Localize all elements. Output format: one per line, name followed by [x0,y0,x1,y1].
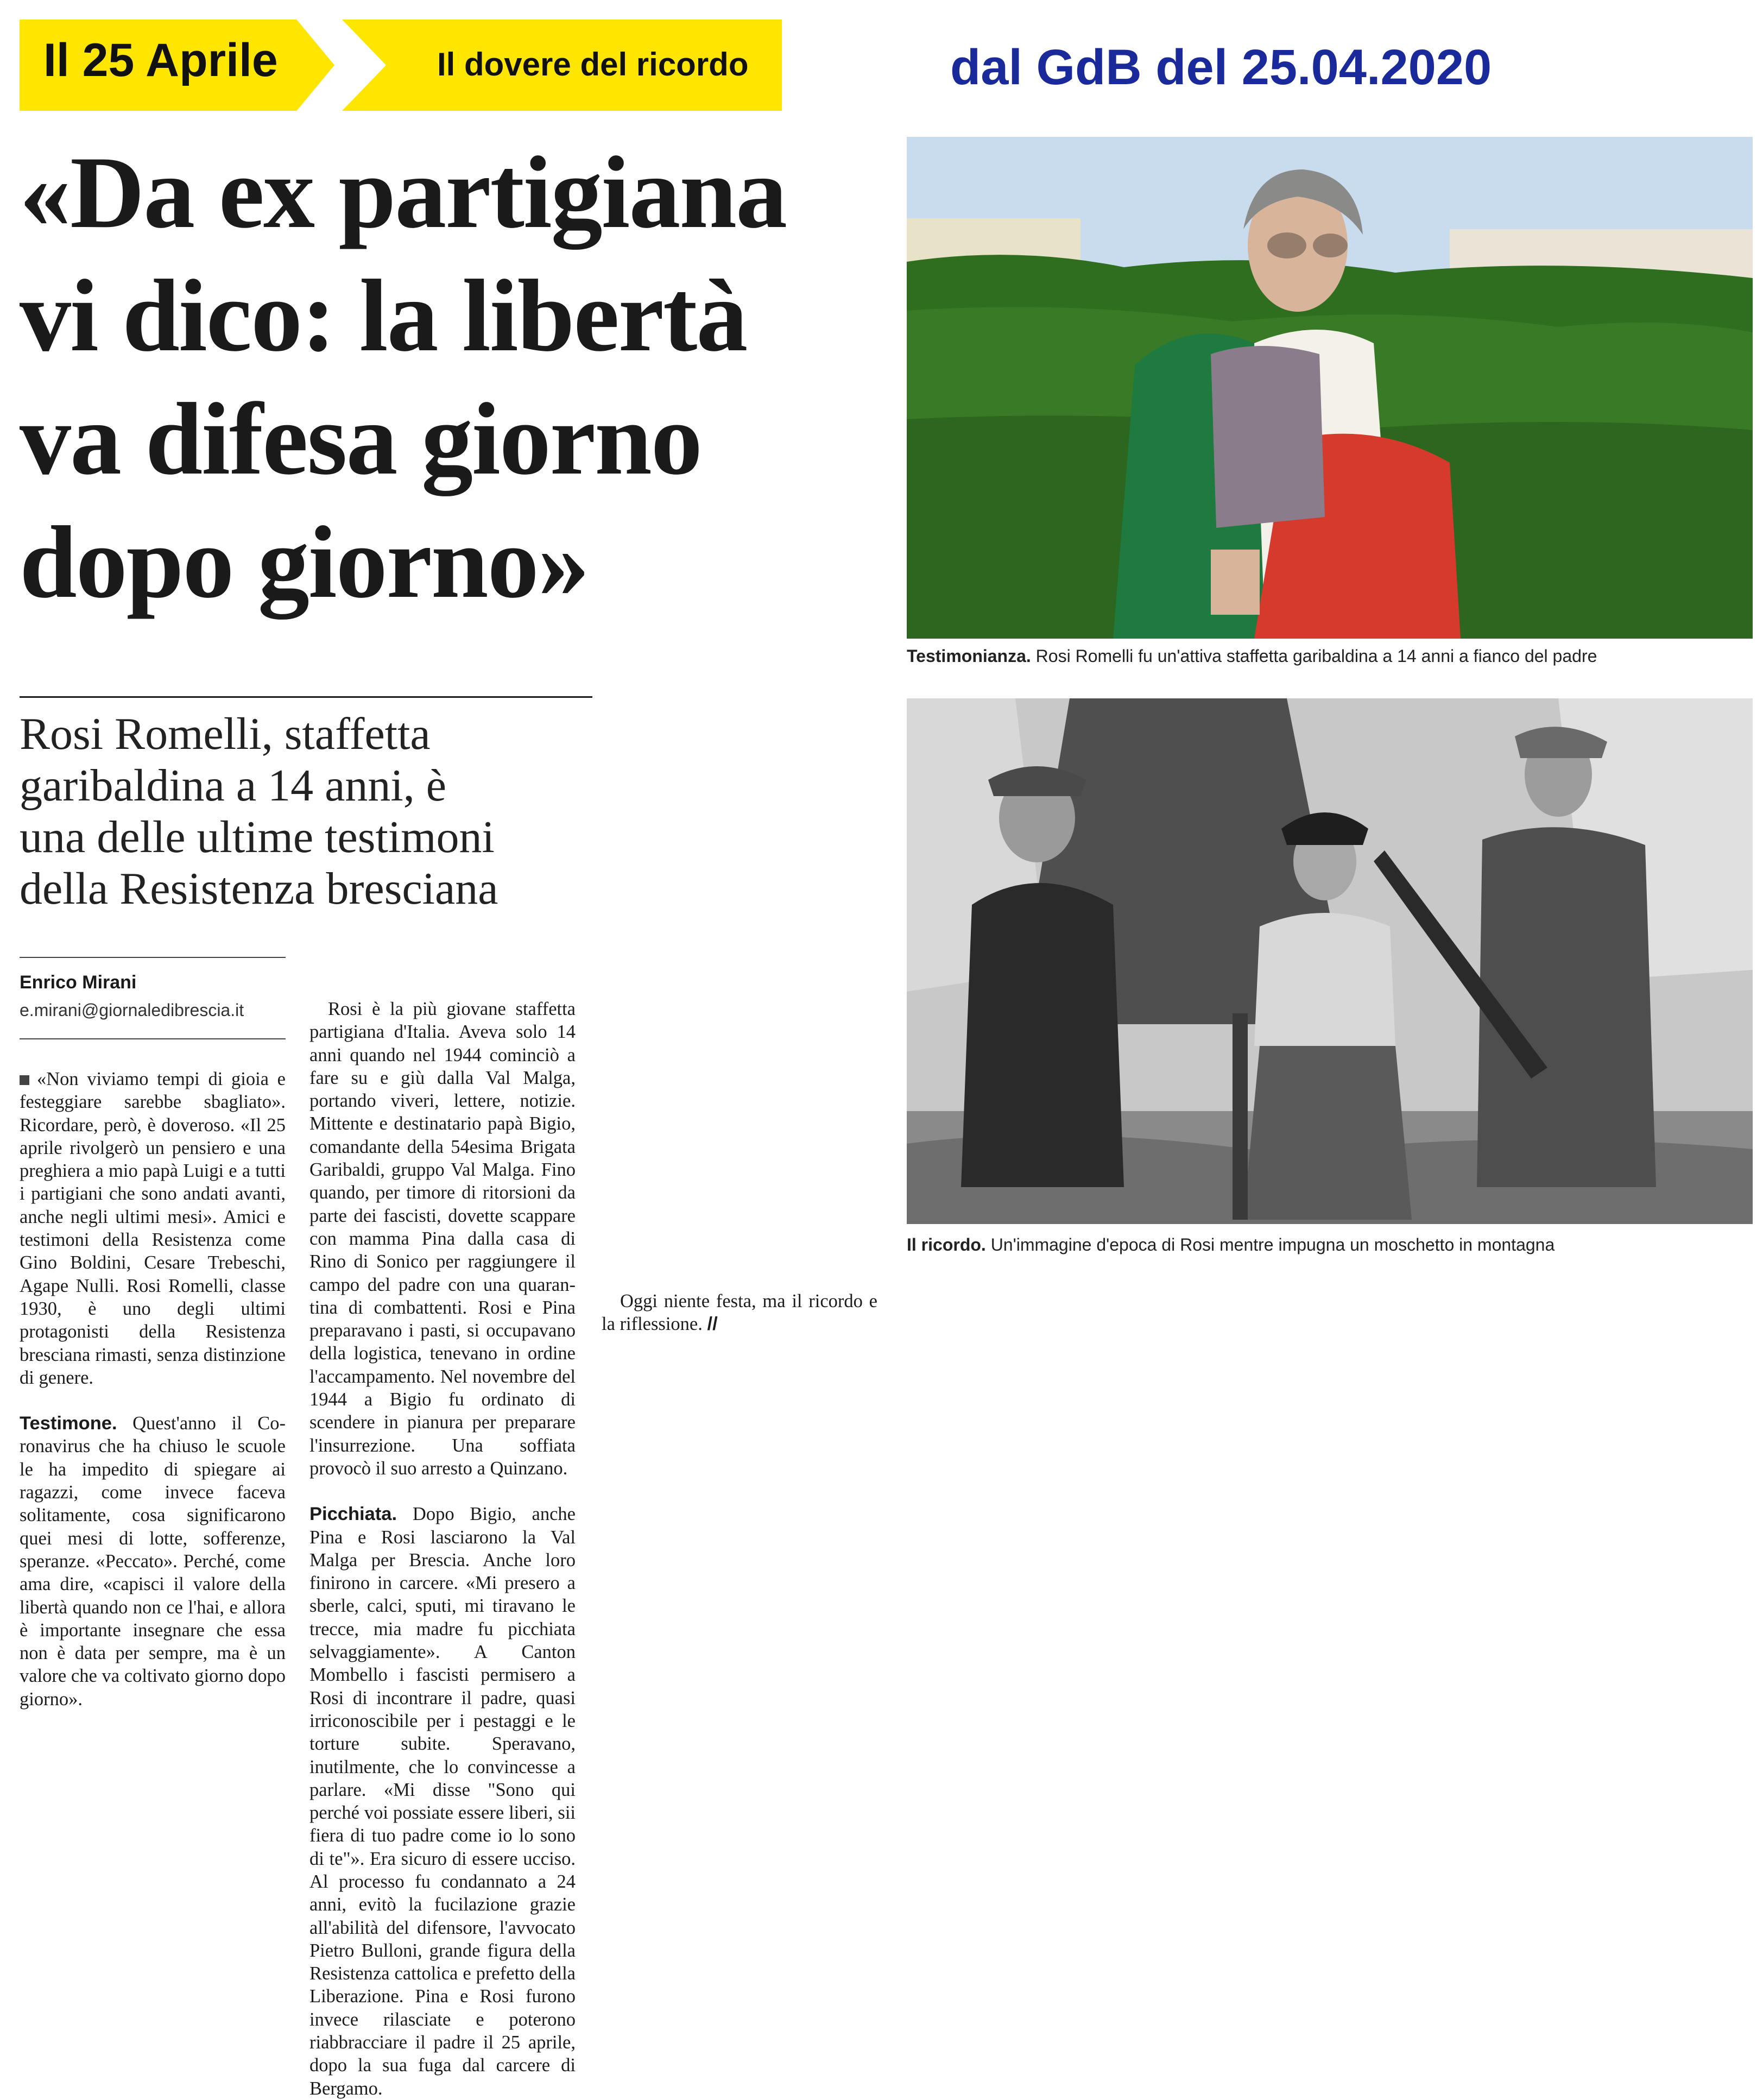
caption-lead-1: Testimonianza. [907,646,1031,666]
article-closing [602,1290,877,1336]
caption-text-1: Rosi Romelli fu un'attiva staffetta garibaldina a 14 anni a fianco del padre [1031,646,1597,666]
section-text-picchiata: Dopo Bigio, anche Pina e Rosi lasciarono la Val Malga per Brescia. Anche loro finirono in carcere. «Mi presero a sberle, calci, sputi, mi tiravano le trecce, mia madre fu picchiata selvaggiamente». A Canton Mombello i fascisti permisero a Rosi di incontrare il padre, quasi irriconoscibile per i pestaggi e le torture subite. Speravano, inutilmente, che lo convincesse a parlare. «Mi disse "Sono qui perché voi possiate essere liberi, sii fiera di tuo padre come io lo sono di te"». Era sicuro di essere ucciso. Al processo fu condannato a 24 anni, evitò la fucilazione grazie all'abilità del difensore, l'avvocato Pietro Bulloni, grande figura della Resistenza cattolica e prefetto della Liberazione. Pina e Rosi furono invece rilasciate e poterono riabbracciare il padre il 25 aprile, dopo la sua fuga dal carcere di Bergamo. [309,1504,576,2099]
subtitle-line-4: della Resistenza bresciana [20,863,498,914]
section-head-picchiata: Picchiata. [309,1504,397,1525]
photo-portrait-with-flag [907,137,1753,639]
byline-rule-bottom [20,1038,286,1039]
headline-line-4: dopo giorno» [20,506,589,620]
caption-text-2: Un'immagine d'epoca di Rosi mentre impugna un moschetto in montagna [985,1235,1555,1254]
section-head-testimone: Testimone. [20,1413,117,1434]
section-subkicker: Il dovere del ricordo [437,46,749,83]
subtitle-line-2: garibaldina a 14 anni, è [20,760,447,811]
paragraph-bullet-icon [20,1075,29,1085]
article-paragraph-2: Rosi è la più giovane staffetta partigiana d'Italia. Aveva solo 14 anni quando nel 1944 cominciò a fare su e giù dalla Val Malga, portando viveri, lettere, notizie. Mittente e destinatario papà Bigio, comandante della 54esima Brigata Garibaldi, gruppo Val Malga. Fino quando, per timore di ritorsioni da parte dei fascisti, dovette scappare con mamma Pina dalla casa di Rino di Sonico per raggiungere il campo del padre con una quarantina di combattenti. Rosi e Pina preparavano i pasti, si occupavano della logistica, tenevano in ordine l'accampamento. Nel novembre del 1944 a Bigio fu ordinato di scendere in pianura per preparare l'insurrezione. Una soffiata provocò il suo arresto a Quinzano. [309,999,576,1479]
headline-line-2: vi dico: la libertà [20,259,747,373]
section-kicker: Il 25 Aprile [43,34,278,86]
subtitle-rule [20,696,592,698]
byline-author: Enrico Mirani [20,972,137,993]
photo-historic-partisans [907,698,1753,1224]
headline-line-1: «Da ex partigiana [20,136,787,250]
article-section-testimone [20,1412,286,1711]
photo-caption-2 [907,1235,1555,1255]
photo-caption-1 [907,646,1597,666]
article-column-2 [309,951,576,2100]
subtitle-line-1: Rosi Romelli, staffetta [20,709,431,759]
article-intro-text: «Non viviamo tempi di gioia e festeggiare sarebbe sbagliato». Ricordare, però, è doveroso. «Il 25 aprile rivolgerò un pensiero e una preghiera a mio papà Luigi e a tutti i partigiani che sono andati avanti, anche negli ultimi mesi». Amici e testimoni della Resistenza come Gino Boldini, Cesare Trebeschi, Agape Nulli. Rosi Romelli, classe 1930, è uno degli ultimi protagonisti della Resistenza bresciana rimasti, senza distinzione di genere. [20,1069,286,1388]
article-end-mark: // [707,1314,718,1335]
byline-email[interactable]: e.mirani@giornaledibrescia.it [20,1000,244,1020]
headline-line-3: va difesa giorno [20,382,702,496]
subtitle-line-3: una delle ultime testimoni [20,812,495,862]
section-text-testimone: Quest'anno il Coronavirus che ha chiuso le scuole le ha impedito di spiegare ai ragazzi, come invece faceva solitamente, cosa significarono quei mesi di lotte, sofferenze, speranze. «Peccato». Perché, come ama dire, «capisci il valore della libertà quando non ce l'hai, e allora è importante insegnare che essa non è data per sempre, ma è un valore che va coltivato giorno dopo giorno». [20,1413,286,1710]
article-section-picchiata [309,1503,576,2100]
source-note: dal GdB del 25.04.2020 [950,40,1492,95]
article-closing-text: Oggi niente festa, ma il ricordo e la riflessione. [602,1291,877,1335]
article-intro [20,1068,286,1389]
byline-rule-top [20,957,286,958]
article-column-3 [602,695,877,1336]
caption-lead-2: Il ricordo. [907,1235,986,1254]
article-column-1 [20,1068,286,1711]
